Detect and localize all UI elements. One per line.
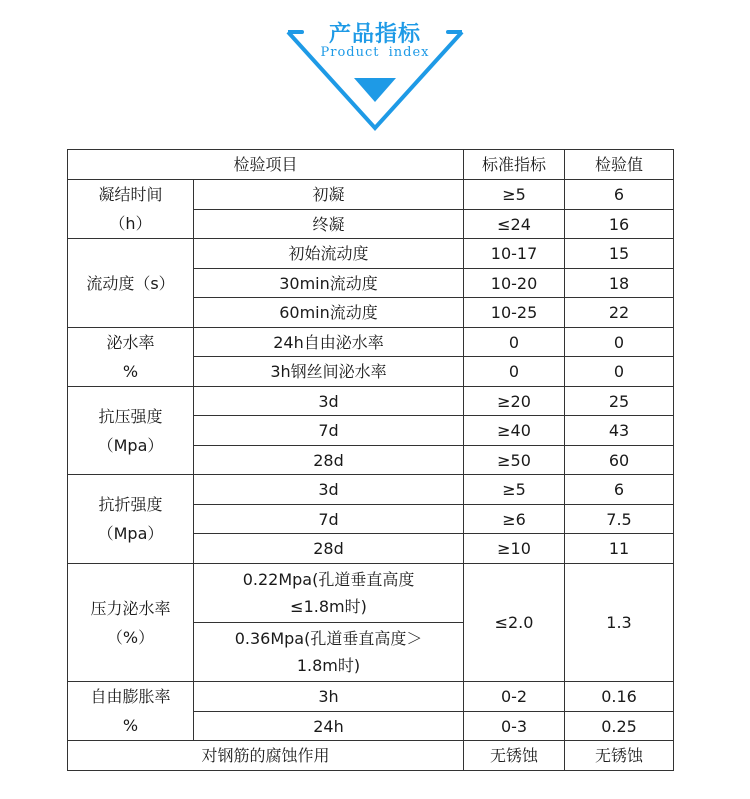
table-row bbox=[68, 564, 674, 623]
standard-cell: ≥5 bbox=[464, 180, 565, 210]
standard-cell: ≥40 bbox=[464, 416, 565, 446]
item-cell: 0.36Mpa(孔道垂直高度＞ 1.8m时) bbox=[194, 623, 464, 682]
table-row bbox=[68, 387, 674, 416]
standard-cell: 0 bbox=[464, 357, 565, 387]
value-cell: 6 bbox=[565, 475, 674, 505]
value-cell: 6 bbox=[565, 180, 674, 210]
standard-cell: ≥5 bbox=[464, 475, 565, 505]
product-spec-table bbox=[67, 149, 674, 771]
standard-cell: 无锈蚀 bbox=[464, 741, 565, 771]
table-row bbox=[68, 239, 674, 269]
standard-cell: 10-20 bbox=[464, 269, 565, 298]
value-cell: 15 bbox=[565, 239, 674, 269]
item-cell: 60min流动度 bbox=[194, 298, 464, 328]
group-label-pressure-bleeding: 压力泌水率 （%） bbox=[68, 564, 194, 682]
table-row-corrosion bbox=[68, 741, 674, 771]
banner-subtitle: Product index bbox=[320, 45, 430, 60]
value-cell: 18 bbox=[565, 269, 674, 298]
corrosion-item-cell: 对钢筋的腐蚀作用 bbox=[68, 741, 464, 771]
group-label-flexural-strength: 抗折强度 （Mpa） bbox=[68, 475, 194, 564]
value-cell: 0.16 bbox=[565, 682, 674, 712]
standard-cell: ≤24 bbox=[464, 210, 565, 239]
value-cell: 16 bbox=[565, 210, 674, 239]
standard-cell: ≥20 bbox=[464, 387, 565, 416]
value-cell: 43 bbox=[565, 416, 674, 446]
standard-cell: 0-2 bbox=[464, 682, 565, 712]
table-row bbox=[68, 328, 674, 357]
table-header-row bbox=[68, 150, 674, 180]
item-cell: 28d bbox=[194, 446, 464, 475]
value-cell: 0 bbox=[565, 357, 674, 387]
group-label-setting-time: 凝结时间 （h） bbox=[68, 180, 194, 239]
value-cell: 60 bbox=[565, 446, 674, 475]
header-test-item: 检验项目 bbox=[68, 150, 464, 180]
item-cell: 28d bbox=[194, 534, 464, 564]
value-cell: 11 bbox=[565, 534, 674, 564]
item-cell: 终凝 bbox=[194, 210, 464, 239]
item-cell: 24h bbox=[194, 712, 464, 741]
standard-cell: ≤2.0 bbox=[464, 564, 565, 682]
item-cell: 3d bbox=[194, 387, 464, 416]
item-cell: 30min流动度 bbox=[194, 269, 464, 298]
standard-cell: ≥6 bbox=[464, 505, 565, 534]
table-row bbox=[68, 475, 674, 505]
group-label-fluidity: 流动度（s） bbox=[68, 239, 194, 328]
item-cell: 0.22Mpa(孔道垂直高度 ≤1.8m时) bbox=[194, 564, 464, 623]
product-index-banner bbox=[0, 0, 750, 140]
standard-cell: 0-3 bbox=[464, 712, 565, 741]
item-cell: 初凝 bbox=[194, 180, 464, 210]
standard-cell: ≥50 bbox=[464, 446, 565, 475]
table-row bbox=[68, 180, 674, 210]
group-label-bleeding-rate: 泌水率 % bbox=[68, 328, 194, 387]
header-test-value: 检验值 bbox=[565, 150, 674, 180]
standard-cell: 10-25 bbox=[464, 298, 565, 328]
standard-cell: 0 bbox=[464, 328, 565, 357]
value-cell: 25 bbox=[565, 387, 674, 416]
item-cell: 7d bbox=[194, 505, 464, 534]
standard-cell: ≥10 bbox=[464, 534, 565, 564]
item-cell: 3d bbox=[194, 475, 464, 505]
group-label-free-expansion: 自由膨胀率 % bbox=[68, 682, 194, 741]
value-cell: 1.3 bbox=[565, 564, 674, 682]
value-cell: 无锈蚀 bbox=[565, 741, 674, 771]
value-cell: 7.5 bbox=[565, 505, 674, 534]
banner-title: 产品指标 bbox=[328, 22, 421, 47]
item-cell: 7d bbox=[194, 416, 464, 446]
item-cell: 3h钢丝间泌水率 bbox=[194, 357, 464, 387]
group-label-compressive-strength: 抗压强度 （Mpa） bbox=[68, 387, 194, 475]
item-cell: 24h自由泌水率 bbox=[194, 328, 464, 357]
value-cell: 0 bbox=[565, 328, 674, 357]
item-cell: 3h bbox=[194, 682, 464, 712]
header-standard: 标准指标 bbox=[464, 150, 565, 180]
standard-cell: 10-17 bbox=[464, 239, 565, 269]
value-cell: 0.25 bbox=[565, 712, 674, 741]
table-row bbox=[68, 682, 674, 712]
item-cell: 初始流动度 bbox=[194, 239, 464, 269]
value-cell: 22 bbox=[565, 298, 674, 328]
